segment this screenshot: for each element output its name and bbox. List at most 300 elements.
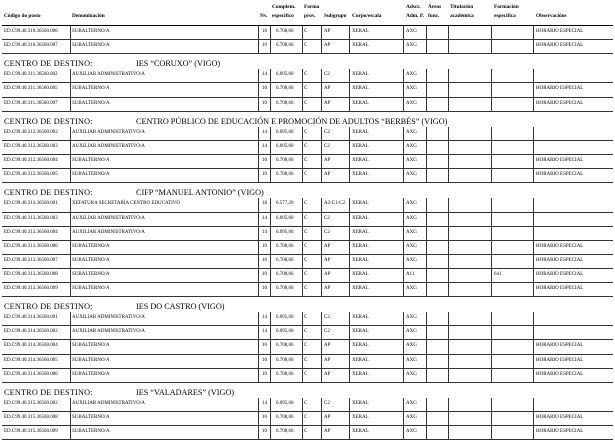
cell-nivel: 10	[262, 285, 267, 291]
column-divider	[321, 355, 322, 369]
cell-observacions: HORARIO ESPECIAL	[536, 343, 584, 349]
column-divider	[70, 227, 71, 241]
cell-forma: C	[304, 257, 308, 263]
cell-denominacion: SUBALTERNO/A	[72, 257, 110, 263]
cell-denominacion: SUBALTERNO/A	[72, 429, 110, 435]
cell-codigo: ED.C99.40.312.36560.004	[4, 158, 58, 164]
column-divider	[258, 69, 259, 83]
column-divider	[349, 69, 350, 83]
column-divider	[258, 40, 259, 54]
column-divider	[258, 26, 259, 40]
column-divider	[403, 98, 404, 112]
cell-subgrupo: AP	[324, 243, 331, 249]
cell-adscripcion: AXG	[406, 229, 417, 235]
column-divider	[533, 426, 534, 440]
column-divider	[491, 369, 492, 383]
column-divider	[321, 83, 322, 97]
cell-subgrupo: AP	[324, 100, 331, 106]
column-divider	[403, 40, 404, 54]
cell-adscripcion: AXG	[406, 72, 417, 78]
column-divider	[70, 83, 71, 97]
col-corpo: Corpo/escala	[352, 13, 382, 19]
cell-forma: C	[304, 357, 308, 363]
cell-subgrupo: AP	[324, 86, 331, 92]
cell-adscripcion: AXG	[406, 86, 417, 92]
column-divider	[491, 141, 492, 155]
cell-nivel: 14	[262, 215, 267, 221]
column-divider	[258, 169, 259, 183]
column-divider	[491, 355, 492, 369]
cell-nivel: 14	[262, 72, 267, 78]
cell-nivel: 10	[262, 86, 267, 92]
column-divider	[321, 326, 322, 340]
column-divider	[270, 412, 271, 426]
centro-destino-name: CIFP “MANUEL ANTONIO” (VIGO)	[136, 188, 264, 198]
column-divider	[533, 141, 534, 155]
column-divider	[270, 312, 271, 326]
column-divider	[321, 255, 322, 269]
cell-forma: C	[304, 215, 308, 221]
column-divider	[321, 26, 322, 40]
col-complemento: Complem.	[272, 4, 296, 10]
cell-complemento: 6.708,66	[276, 172, 294, 178]
column-divider	[426, 241, 427, 255]
column-divider	[533, 213, 534, 227]
column-divider	[533, 169, 534, 183]
cell-nivel: 10	[262, 100, 267, 106]
cell-corpo: XERAL	[352, 215, 369, 221]
column-divider	[426, 412, 427, 426]
column-divider	[302, 40, 303, 54]
column-divider	[533, 269, 534, 283]
cell-codigo: ED.C99.40.314.36560.001	[4, 315, 58, 321]
column-divider	[270, 69, 271, 83]
column-divider	[258, 227, 259, 241]
cell-denominacion: SUBALTERNO/A	[72, 285, 110, 291]
centro-destino-name: IES “CORUXO” (VIGO)	[136, 59, 221, 69]
column-divider	[426, 340, 427, 354]
cell-adscripcion: AXG	[406, 158, 417, 164]
cell-subgrupo: AP	[324, 271, 331, 277]
column-divider	[426, 83, 427, 97]
column-divider	[533, 340, 534, 354]
cell-codigo: ED.C99.40.311.36560.007	[4, 100, 58, 106]
cell-forma: C	[304, 229, 308, 235]
column-divider	[533, 69, 534, 83]
cell-observacions: HORARIO ESPECIAL	[536, 357, 584, 363]
cell-subgrupo: C2	[324, 229, 330, 235]
column-divider	[270, 83, 271, 97]
column-divider	[426, 213, 427, 227]
column-divider	[258, 198, 259, 212]
column-divider	[349, 40, 350, 54]
cell-denominacion: SUBALTERNO/A	[72, 100, 110, 106]
cell-adscripcion: A11	[406, 271, 415, 277]
posts-table	[0, 26, 615, 440]
cell-codigo: ED.C99.40.314.36560.005	[4, 357, 58, 363]
column-divider	[533, 241, 534, 255]
cell-denominacion: AUXILIAR ADMINISTRATIVO/A	[72, 129, 145, 135]
cell-codigo: ED.C99.40.315.36560.002	[4, 400, 58, 406]
cell-subgrupo: C2	[324, 215, 330, 221]
column-divider	[270, 26, 271, 40]
column-divider	[349, 355, 350, 369]
cell-subgrupo: AP	[324, 172, 331, 178]
cell-corpo: XERAL	[352, 86, 369, 92]
cell-nivel: 14	[262, 143, 267, 149]
cell-corpo: XERAL	[352, 415, 369, 420]
table-row	[0, 241, 615, 255]
cell-corpo: XERAL	[352, 315, 369, 321]
column-divider	[448, 169, 449, 183]
cell-nivel: 14	[262, 315, 267, 321]
column-divider	[270, 227, 271, 241]
column-divider	[491, 227, 492, 241]
column-divider	[533, 255, 534, 269]
cell-denominacion: SUBALTERNO/A	[72, 415, 110, 420]
column-divider	[258, 369, 259, 383]
column-divider	[448, 127, 449, 141]
column-divider	[321, 40, 322, 54]
column-divider	[321, 69, 322, 83]
column-divider	[448, 412, 449, 426]
cell-nivel: 10	[262, 271, 267, 277]
column-divider	[349, 255, 350, 269]
cell-codigo: ED.C99.40.314.36560.006	[4, 371, 58, 377]
column-divider	[349, 340, 350, 354]
cell-codigo: ED.C99.40.315.36560.009	[4, 429, 58, 435]
column-divider	[533, 369, 534, 383]
column-divider	[302, 198, 303, 212]
column-divider	[403, 198, 404, 212]
column-divider	[491, 398, 492, 412]
column-divider	[270, 141, 271, 155]
column-divider	[270, 198, 271, 212]
cell-observacions: HORARIO ESPECIAL	[536, 415, 584, 420]
column-divider	[533, 227, 534, 241]
column-divider	[321, 169, 322, 183]
table-row	[0, 227, 615, 241]
column-divider	[321, 98, 322, 112]
cell-corpo: XERAL	[352, 158, 369, 164]
column-divider	[321, 412, 322, 426]
column-divider	[70, 426, 71, 440]
col-denominacion: Denominación	[72, 13, 105, 19]
centro-destino-heading	[0, 112, 615, 127]
table-row	[0, 26, 615, 40]
column-divider	[258, 155, 259, 169]
column-divider	[426, 26, 427, 40]
cell-nivel: 10	[262, 158, 267, 164]
cell-formacion: 641	[494, 271, 502, 277]
column-divider	[321, 283, 322, 297]
cell-complemento: 6.708,66	[276, 243, 294, 249]
cell-observacions: HORARIO ESPECIAL	[536, 429, 584, 435]
column-divider	[302, 69, 303, 83]
column-divider	[448, 26, 449, 40]
column-divider	[270, 255, 271, 269]
cell-denominacion: SUBALTERNO/A	[72, 29, 110, 34]
column-divider	[426, 227, 427, 241]
centro-destino-name: IES DO CASTRO (VIGO)	[136, 302, 225, 312]
column-divider	[491, 326, 492, 340]
centro-destino-label: CENTRO DE DESTINO:	[4, 387, 93, 397]
column-divider	[270, 155, 271, 169]
col-areas: Áreas	[428, 4, 442, 10]
column-divider	[448, 369, 449, 383]
cell-complemento: 6.095,60	[276, 315, 294, 321]
column-divider	[533, 198, 534, 212]
column-divider	[321, 369, 322, 383]
cell-complemento: 6.095,60	[276, 400, 294, 406]
column-divider	[258, 312, 259, 326]
column-divider	[426, 326, 427, 340]
cell-denominacion: AUXILIAR ADMINISTRATIVO/A	[72, 329, 145, 335]
cell-complemento: 6.708,66	[276, 371, 294, 377]
table-row	[0, 255, 615, 269]
cell-adscripcion: AXG	[406, 172, 417, 178]
table-row	[0, 412, 615, 426]
cell-adscripcion: AXG	[406, 371, 417, 377]
cell-codigo: ED.C99.40.313.36560.004	[4, 229, 58, 235]
column-divider	[403, 398, 404, 412]
column-divider	[302, 340, 303, 354]
cell-observacions: HORARIO ESPECIAL	[536, 271, 584, 277]
cell-subgrupo: C2	[324, 143, 330, 149]
column-divider	[258, 326, 259, 340]
column-divider	[426, 369, 427, 383]
cell-corpo: XERAL	[352, 100, 369, 106]
cell-nivel: 10	[262, 29, 267, 34]
column-divider	[491, 312, 492, 326]
column-divider	[403, 426, 404, 440]
column-divider	[403, 312, 404, 326]
cell-adscripcion: AXG	[406, 415, 417, 420]
column-divider	[70, 213, 71, 227]
column-divider	[491, 283, 492, 297]
cell-codigo: ED.C99.40.315.36560.008	[4, 415, 58, 420]
column-divider	[533, 412, 534, 426]
table-row	[0, 312, 615, 326]
column-divider	[270, 426, 271, 440]
column-divider	[403, 83, 404, 97]
cell-nivel: 10	[262, 343, 267, 349]
cell-corpo: XERAL	[352, 29, 369, 34]
column-divider	[403, 283, 404, 297]
column-divider	[533, 312, 534, 326]
table-row	[0, 326, 615, 340]
column-divider	[302, 83, 303, 97]
table-row	[0, 155, 615, 169]
column-divider	[448, 269, 449, 283]
cell-corpo: XERAL	[352, 271, 369, 277]
column-divider	[321, 155, 322, 169]
cell-denominacion: SUBALTERNO/A	[72, 343, 110, 349]
cell-subgrupo: AP	[324, 429, 331, 435]
column-divider	[270, 98, 271, 112]
column-divider	[321, 340, 322, 354]
cell-nivel: 14	[262, 129, 267, 135]
cell-denominacion: SUBALTERNO/A	[72, 43, 110, 49]
column-divider	[270, 241, 271, 255]
cell-forma: C	[304, 400, 308, 406]
cell-adscripcion: AXG	[406, 143, 417, 149]
cell-observacions: HORARIO ESPECIAL	[536, 86, 584, 92]
cell-adscripcion: AXG	[406, 429, 417, 435]
cell-nivel: 10	[262, 257, 267, 263]
column-divider	[302, 98, 303, 112]
cell-forma: C	[304, 343, 308, 349]
cell-complemento: 6.708,66	[276, 86, 294, 92]
column-divider	[302, 355, 303, 369]
cell-codigo: ED.C99.40.313.36560.006	[4, 243, 58, 249]
column-divider	[448, 227, 449, 241]
column-divider	[448, 83, 449, 97]
cell-observacions: HORARIO ESPECIAL	[536, 371, 584, 377]
cell-denominacion: AUXILIAR ADMINISTRATIVO/A	[72, 215, 145, 221]
column-divider	[270, 40, 271, 54]
centro-destino-name: IES “VALADARES” (VIGO)	[136, 387, 235, 397]
cell-complemento: 6.708,66	[276, 100, 294, 106]
cell-forma: C	[304, 100, 308, 106]
column-divider	[258, 83, 259, 97]
cell-corpo: XERAL	[352, 201, 369, 207]
column-divider	[349, 398, 350, 412]
cell-corpo: XERAL	[352, 329, 369, 335]
column-divider	[302, 426, 303, 440]
cell-complemento: 6.708,66	[276, 271, 294, 277]
column-divider	[321, 269, 322, 283]
column-divider	[491, 241, 492, 255]
cell-denominacion: SUBALTERNO/A	[72, 243, 110, 249]
column-divider	[302, 155, 303, 169]
column-divider	[70, 198, 71, 212]
cell-corpo: XERAL	[352, 343, 369, 349]
col-titulacion-2: académica	[450, 13, 474, 19]
column-divider	[258, 269, 259, 283]
column-divider	[403, 326, 404, 340]
table-row	[0, 40, 615, 54]
column-divider	[403, 127, 404, 141]
column-divider	[349, 369, 350, 383]
cell-codigo: ED.C99.40.312.36560.002	[4, 129, 58, 135]
column-divider	[70, 155, 71, 169]
table-row	[0, 398, 615, 412]
cell-forma: C	[304, 315, 308, 321]
cell-codigo: ED.C99.40.311.36560.005	[4, 86, 58, 92]
column-divider	[302, 255, 303, 269]
column-divider	[491, 83, 492, 97]
cell-observacions: HORARIO ESPECIAL	[536, 285, 584, 291]
column-divider	[349, 198, 350, 212]
column-divider	[321, 141, 322, 155]
cell-observacions: HORARIO ESPECIAL	[536, 257, 584, 263]
column-divider	[426, 312, 427, 326]
cell-corpo: XERAL	[352, 371, 369, 377]
cell-denominacion: SUBALTERNO/A	[72, 357, 110, 363]
cell-adscripcion: AXG	[406, 329, 417, 335]
column-divider	[258, 241, 259, 255]
table-row	[0, 369, 615, 383]
cell-codigo: ED.C99.40.314.36560.004	[4, 343, 58, 349]
column-divider	[533, 83, 534, 97]
column-divider	[70, 398, 71, 412]
cell-forma: C	[304, 285, 308, 291]
column-divider	[426, 127, 427, 141]
column-divider	[302, 326, 303, 340]
table-row	[0, 355, 615, 369]
cell-forma: C	[304, 29, 308, 34]
cell-adscripcion: AXG	[406, 129, 417, 135]
column-divider	[70, 255, 71, 269]
cell-corpo: XERAL	[352, 243, 369, 249]
column-divider	[258, 141, 259, 155]
column-divider	[70, 283, 71, 297]
column-divider	[403, 141, 404, 155]
cell-adscripcion: AXG	[406, 201, 417, 207]
cell-nivel: 14	[262, 400, 267, 406]
col-complemento-2: específico	[272, 13, 294, 19]
cell-adscripcion: AXG	[406, 315, 417, 321]
column-divider	[70, 355, 71, 369]
column-divider	[491, 69, 492, 83]
column-divider	[533, 326, 534, 340]
cell-adscripcion: AXG	[406, 343, 417, 349]
column-divider	[302, 369, 303, 383]
cell-observacions: HORARIO ESPECIAL	[536, 29, 584, 34]
column-divider	[349, 155, 350, 169]
cell-observacions: HORARIO ESPECIAL	[536, 100, 584, 106]
column-divider	[491, 98, 492, 112]
cell-nivel: 10	[262, 415, 267, 420]
cell-subgrupo: A2-C1-C2	[324, 201, 346, 207]
column-divider	[491, 26, 492, 40]
column-divider	[349, 83, 350, 97]
column-divider	[270, 127, 271, 141]
cell-codigo: ED.C99.40.313.36560.003	[4, 215, 58, 221]
cell-codigo: ED.C99.40.313.36560.001	[4, 201, 58, 207]
cell-denominacion: AUXILIAR ADMINISTRATIVO/A	[72, 143, 145, 149]
column-divider	[491, 426, 492, 440]
column-divider	[448, 355, 449, 369]
cell-subgrupo: AP	[324, 43, 331, 49]
cell-complemento: 6.708,66	[276, 415, 294, 420]
col-formacion: Formación	[494, 4, 519, 10]
column-divider	[258, 283, 259, 297]
cell-observacions: HORARIO ESPECIAL	[536, 43, 584, 49]
column-divider	[403, 69, 404, 83]
column-divider	[302, 412, 303, 426]
column-divider	[70, 269, 71, 283]
cell-subgrupo: AP	[324, 415, 331, 420]
column-divider	[533, 40, 534, 54]
column-divider	[533, 398, 534, 412]
column-divider	[70, 412, 71, 426]
cell-subgrupo: AP	[324, 357, 331, 363]
column-divider	[349, 283, 350, 297]
cell-denominacion: AUXILIAR ADMINISTRATIVO/A	[72, 315, 145, 321]
column-divider	[448, 198, 449, 212]
column-divider	[403, 155, 404, 169]
cell-denominacion: SUBALTERNO/A	[72, 86, 110, 92]
column-divider	[258, 412, 259, 426]
cell-complemento: 6.095,60	[276, 329, 294, 335]
column-divider	[270, 369, 271, 383]
column-divider	[448, 340, 449, 354]
cell-observacions: HORARIO ESPECIAL	[536, 158, 584, 164]
cell-codigo: ED.C99.40.313.36560.009	[4, 285, 58, 291]
cell-denominacion: AUXILIAR ADMINISTRATIVO/A	[72, 229, 145, 235]
